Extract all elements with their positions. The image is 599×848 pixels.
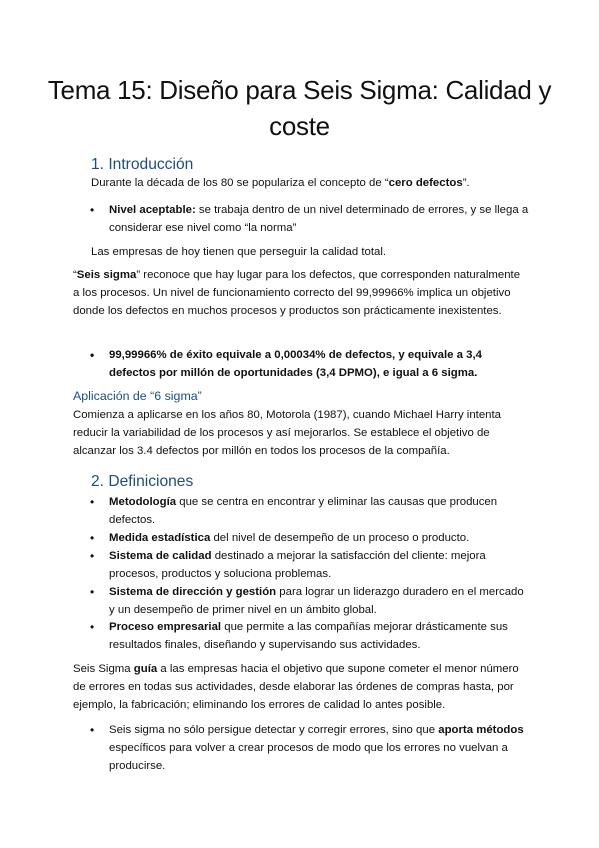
bullet-glyph: •	[90, 620, 95, 634]
bullet-glyph: •	[90, 495, 95, 509]
bullet-glyph: •	[90, 348, 95, 362]
bullet-glyph: •	[90, 585, 95, 599]
list-item-definicion	[90, 529, 529, 547]
paragraph-seis-sigma-guia	[73, 660, 529, 714]
list-item-aporta-metodos	[90, 721, 529, 775]
bold-run: cero defectos	[388, 177, 463, 189]
text-run: ”.	[462, 177, 470, 189]
heading-aplicacion: Aplicación de “6 sigma”	[73, 389, 202, 403]
bullet-glyph: •	[90, 549, 95, 563]
text-run: Durante la década de los 80 se populariza el concepto de “	[91, 177, 389, 189]
page-title: Tema 15: Diseño para Seis Sigma: Calidad y coste	[47, 75, 552, 141]
text-run: del nivel de desempeño de un proceso o producto.	[210, 532, 470, 544]
bold-run: Metodología	[109, 496, 177, 508]
heading-introduccion: 1. Introducción	[91, 156, 194, 173]
text-run: 99,99966% de éxito equivale a 0,00034% de defectos, y equivale a 3,4 defectos por millón de oportunidades (3,4 DPMO), e igual a 6 sigma.	[109, 349, 482, 379]
bullet-glyph: •	[90, 203, 95, 217]
bold-run: Medida estadística	[109, 532, 211, 544]
text-run: que se centra en encontrar y eliminar las causas que producen defectos.	[109, 496, 498, 526]
bold-run: Seis sigma	[76, 269, 137, 281]
bold-run: aporta métodos	[438, 724, 524, 736]
list-item-definicion	[90, 547, 529, 583]
text-run: específicos para volver a crear procesos de modo que los errores no vuelvan a producirse.	[109, 742, 508, 772]
text-run: a las empresas hacia el objetivo que supone cometer el menor número de errores en todas sus actividades, desde elaborar las órdenes de compras hasta, por ejemplo, la fabricación; eliminando los errores de calidad lo antes posible.	[73, 663, 519, 711]
paragraph-seis-sigma	[73, 266, 529, 320]
bold-run: Nivel aceptable:	[109, 204, 196, 216]
paragraph-cero-defectos	[91, 174, 531, 192]
bold-run: Proceso empresarial	[109, 621, 222, 633]
list-item-definicion	[90, 583, 529, 619]
heading-definiciones: 2. Definiciones	[91, 473, 194, 490]
text-run: para lograr un liderazgo duradero en el mercado y un desempeño de primer nivel en un ámbito global.	[109, 586, 524, 616]
text-run: Seis Sigma	[73, 663, 134, 675]
paragraph-calidad-total: Las empresas de hoy tienen que perseguir la calidad total.	[91, 246, 387, 258]
list-item-definicion	[90, 618, 529, 654]
text-run: ” reconoce que hay lugar para los defectos, que corresponden naturalmente a los procesos. Un nivel de funcionamiento correcto del 99,99966% implica un objetivo donde los defectos en muchos procesos y productos son prácticamente inexistentes.	[73, 269, 521, 317]
bold-run: guía	[133, 663, 158, 675]
bold-run: Sistema de calidad	[109, 550, 212, 562]
list-item-nivel-aceptable	[90, 201, 529, 237]
bullet-glyph: •	[90, 531, 95, 545]
bold-run: Sistema de dirección y gestión	[109, 586, 277, 598]
paragraph-motorola: Comienza a aplicarse en los años 80, Motorola (1987), cuando Michael Harry intenta reducir la variabilidad de los procesos y así mejorarlos. Se establece el objetivo de alcanzar los 3.4 defectos por millón en todos los procesos de la compañía.	[73, 409, 502, 457]
text-run: se trabaja dentro de un nivel determinado de errores, y se llega a considerar ese nivel como “la norma”	[109, 204, 529, 234]
text-run: Seis sigma no sólo persigue detectar y corregir errores, sino que	[109, 724, 439, 736]
text-run: “	[73, 269, 77, 281]
list-item-definicion	[90, 493, 529, 529]
text-run: que permite a las compañías mejorar drásticamente sus resultados finales, diseñando y supervisando sus actividades.	[109, 621, 508, 651]
bullet-glyph: •	[90, 723, 95, 737]
list-item-dpmo	[90, 346, 529, 382]
text-run: destinado a mejorar la satisfacción del cliente: mejora procesos, productos y soluciona problemas.	[109, 550, 486, 580]
